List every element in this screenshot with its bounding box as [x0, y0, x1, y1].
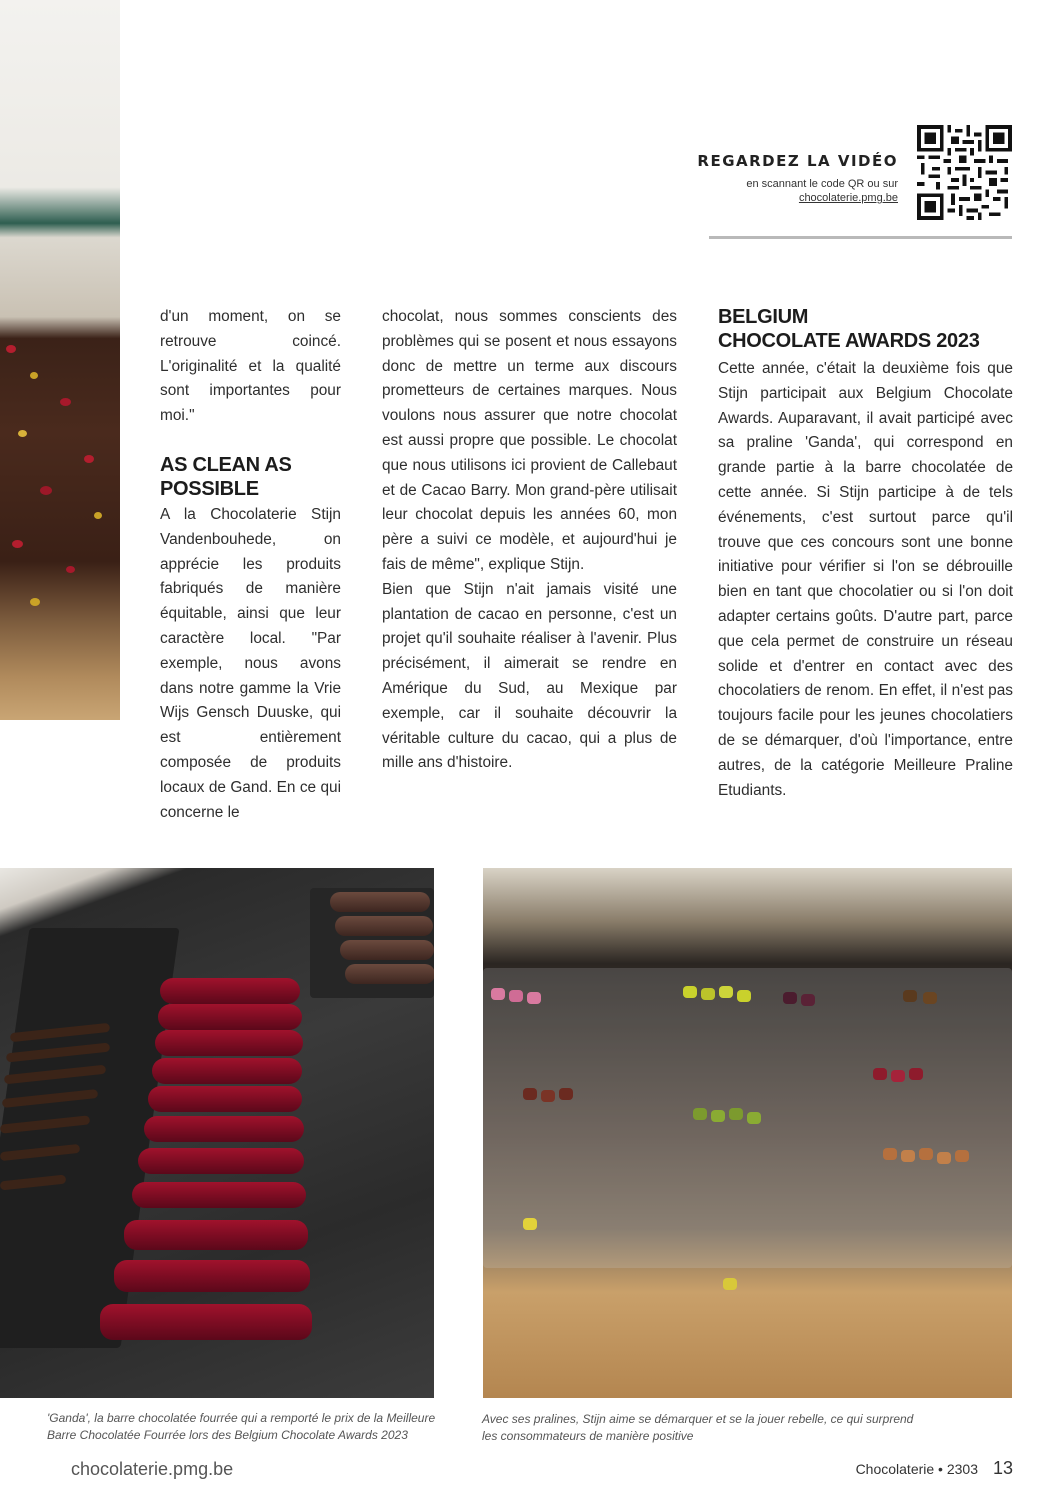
- video-title: REGARDEZ LA VIDÉO: [697, 152, 898, 170]
- heading-line-2: CHOCOLATE AWARDS 2023: [718, 330, 980, 352]
- video-callout: [697, 152, 898, 205]
- heading-line-1: AS CLEAN AS: [160, 453, 292, 476]
- heading-line-2: POSSIBLE: [160, 477, 259, 500]
- praline-display-photo: [483, 868, 1012, 1398]
- heading-as-clean-as-possible: [160, 453, 341, 501]
- column2-paragraph-1: chocolat, nous sommes conscients des problèmes qui se posent et nous essayons donc de mettre un terme aux discours prometteurs de certaines marques. Nous voulons nous assurer que notre chocolat est aussi propre que possible. Le chocolat que nous utilisons ici provient de Callebaut et de Cacao Barry. Mon grand-père utilisait leur chocolat depuis les années 60, mon père a suivi ce modèle, et aujourd'hui je fais de même", explique Stijn.: [382, 308, 677, 573]
- video-subtitle: en scannant le code QR ou sur: [746, 178, 898, 190]
- footer-issue: Chocolaterie • 2303: [855, 1461, 978, 1477]
- caption-line: Avec ses pralines, Stijn aime se démarquer et se la jouer rebelle, ce qui surprend: [482, 1412, 914, 1426]
- qr-code-icon[interactable]: [917, 125, 1012, 220]
- caption-pralines: [482, 1411, 952, 1445]
- text-column-2: [382, 305, 677, 776]
- chocolate-bark-photo: [0, 0, 120, 720]
- footer-url[interactable]: chocolaterie.pmg.be: [71, 1459, 234, 1479]
- ganda-bars-photo: [0, 868, 434, 1398]
- caption-line: Barre Chocolatée Fourrée lors des Belgium Chocolate Awards 2023: [47, 1428, 408, 1442]
- text-column-1: [160, 305, 341, 825]
- caption-line: les consommateurs de manière positive: [482, 1429, 694, 1443]
- page-number: 13: [992, 1458, 1013, 1478]
- caption-line: 'Ganda', la barre chocolatée fourrée qui a remporté le prix de la Meilleure: [47, 1411, 436, 1425]
- video-link[interactable]: chocolaterie.pmg.be: [798, 192, 898, 204]
- caption-ganda: [47, 1410, 437, 1444]
- text-column-3: [718, 305, 1013, 803]
- video-divider: [709, 236, 1012, 239]
- column2-paragraph-2: Bien que Stijn n'ait jamais visité une plantation de cacao en personne, c'est un projet qu'il souhaite réaliser à l'avenir. Plus précisément, il aimerait se rendre en Amérique du Sud, au Mexique par exemple, car il souhaite découvrir la véritable culture du cacao, qui a plus de mille ans d'histoire.: [382, 580, 677, 772]
- column1-paragraph-1: d'un moment, on se retrouve coincé. L'originalité et la qualité sont importantes pour moi.": [160, 308, 341, 425]
- column1-paragraph-2: A la Chocolaterie Stijn Vandenbouhede, on apprécie les produits fabriqués de manière équitable, ainsi que leur caractère local. "Par exemple, nous avons dans notre gamme la Vrie Wijs Gensch Duuske, qui est entièrement composée de produits locaux de Gand. En ce qui concerne le: [160, 505, 341, 821]
- column3-paragraph-1: Cette année, c'était la deuxième fois que Stijn participait aux Belgium Chocolate Awards. Auparavant, il avait participé avec sa praline 'Ganda', qui correspond en grande partie à la barre chocolatée de cette année. Si Stijn participe à de tels événements, c'est surtout parce qu'il trouve que ces concours sont une bonne initiative pour vérifier si l'on se débrouille bien en tant que chocolatier ou si l'on doit adapter certains goûts. D'autre part, parce que cela permet de construire un réseau solide et d'entrer en contact avec des chocolatiers de renom. En effet, il n'est pas toujours facile pour les jeunes chocolatiers de se démarquer, d'où l'importance, entre autres, de la catégorie Meilleure Praline Etudiants.: [718, 360, 1013, 799]
- heading-line-1: BELGIUM: [718, 306, 809, 328]
- heading-belgium-chocolate-awards: [718, 305, 1013, 353]
